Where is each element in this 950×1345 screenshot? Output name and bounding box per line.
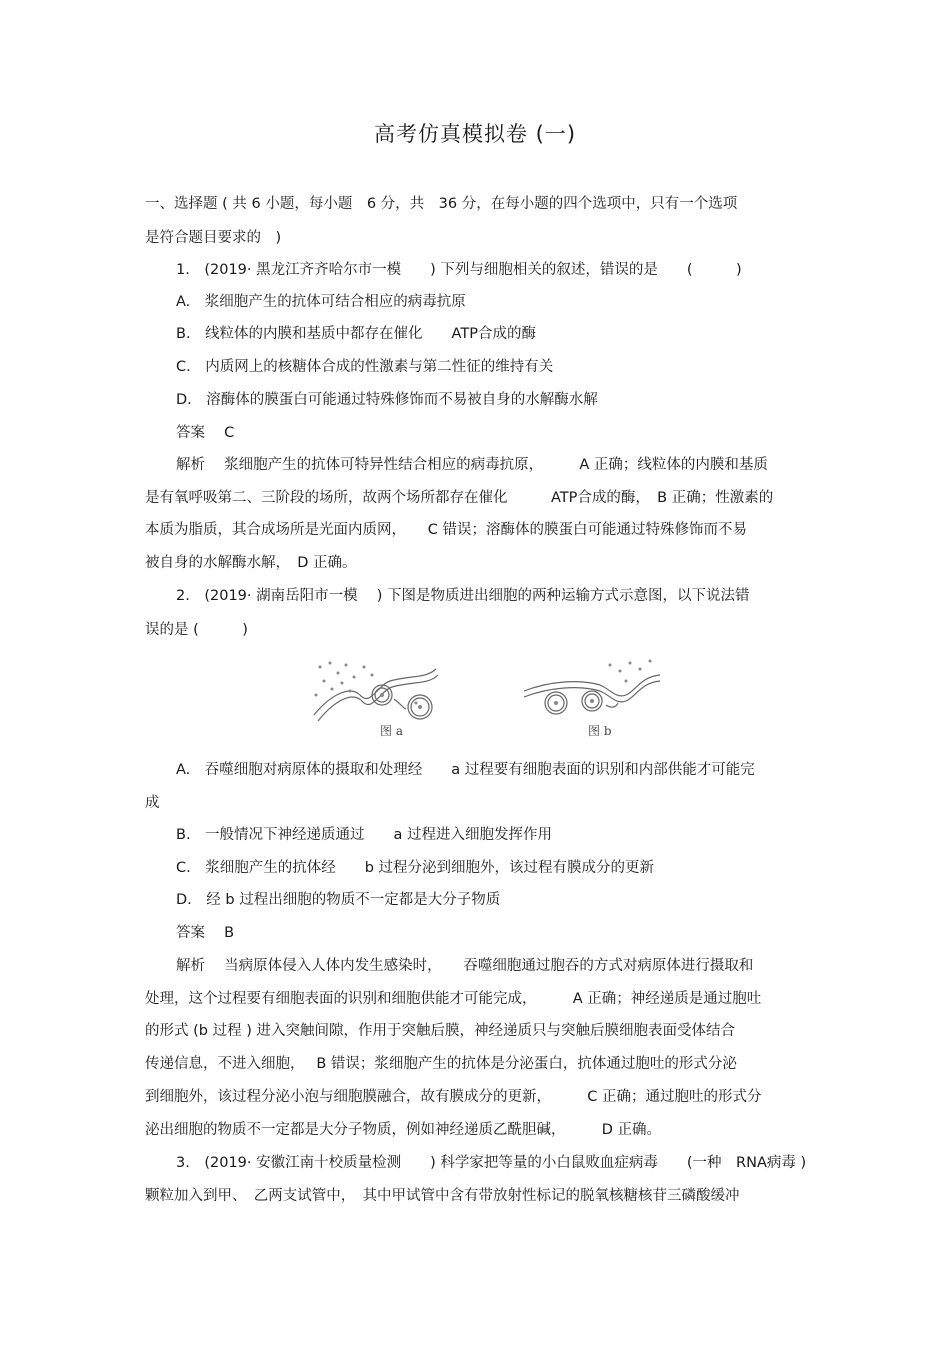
figure-a-particles	[315, 662, 423, 710]
question-2-analysis-line-6: 泌出细胞的物质不一定都是大分子物质，例如神经递质乙酰胆碱， D 正确。	[145, 1122, 662, 1138]
question-1-option-b: B. 线粒体的内膜和基质中都存在催化 ATP合成的酶	[176, 326, 536, 342]
endocytosis-exocytosis-diagram	[310, 655, 670, 745]
question-1-option-d: D. 溶酶体的膜蛋白可能通过特殊修饰而不易被自身的水解酶水解	[176, 392, 598, 408]
figure-a-endocytosis	[314, 669, 438, 721]
figure-b-caption: 图 b	[588, 724, 612, 738]
figure-a-caption: 图 a	[380, 724, 403, 738]
figure-b-exocytosis	[524, 675, 660, 714]
question-2-option-d: D. 经 b 过程出细胞的物质不一定都是大分子物质	[176, 892, 501, 908]
question-2-option-b: B. 一般情况下神经递质通过 a 过程进入细胞发挥作用	[176, 827, 553, 843]
question-1-analysis-line-1: 解析 浆细胞产生的抗体可特异性结合相应的病毒抗原， A 正确；线粒体的内膜和基质	[176, 457, 768, 473]
question-1-analysis-line-2: 是有氧呼吸第二、三阶段的场所，故两个场所都存在催化 ATP合成的酶， B 正确；性激素的	[145, 490, 774, 506]
question-2-analysis-line-4: 传递信息，不进入细胞， B 错误；浆细胞产生的抗体是分泌蛋白，抗体通过胞吐的形式分泌	[145, 1056, 737, 1072]
question-2-answer: 答案 B	[176, 925, 235, 941]
question-2-stem-line-2: 误的是 ( )	[145, 622, 248, 638]
question-1-analysis-line-4: 被自身的水解酶水解， D 正确。	[145, 555, 357, 571]
question-1-answer: 答案 C	[176, 425, 235, 441]
question-1-stem: 1. (2019· 黑龙江齐齐哈尔市一模 ) 下列与细胞相关的叙述，错误的是 ( )	[176, 262, 742, 278]
question-2-analysis-line-2: 处理，这个过程要有细胞表面的识别和细胞供能才可能完成， A 正确；神经递质是通过胞吐	[145, 991, 762, 1007]
question-3-stem-line-1: 3. (2019· 安徽江南十校质量检测 ) 科学家把等量的小白鼠败血症病毒 (一种 RNA病毒 )	[176, 1155, 807, 1171]
page-title: 高考仿真模拟卷 (一)	[373, 122, 577, 146]
question-2-option-c: C. 浆细胞产生的抗体经 b 过程分泌到细胞外，该过程有膜成分的更新	[176, 860, 655, 876]
question-2-stem-line-1: 2. (2019· 湖南岳阳市一模 ) 下图是物质进出细胞的两种运输方式示意图，以下说法错	[176, 588, 750, 604]
section-heading-line-1: 一、选择题 ( 共 6 小题，每小题 6 分，共 36 分，在每小题的四个选项中，只有一个选项	[145, 196, 738, 212]
question-1-option-a: A. 浆细胞产生的抗体可结合相应的病毒抗原	[176, 294, 466, 310]
question-2-analysis-line-3: 的形式 (b 过程 ) 进入突触间隙，作用于突触后膜，神经递质只与突触后膜细胞表面受体结合	[145, 1023, 735, 1039]
section-heading-line-2: 是符合题目要求的 )	[145, 230, 282, 246]
question-2-option-a-line-2: 成	[145, 795, 160, 811]
question-2-analysis-line-1: 解析 当病原体侵入人体内发生感染时， 吞噬细胞通过胞吞的方式对病原体进行摄取和	[176, 958, 754, 974]
question-3-stem-line-2: 颗粒加入到甲、 乙两支试管中， 其中甲试管中含有带放射性标记的脱氧核糖核苷三磷酸缓冲	[145, 1188, 740, 1204]
question-2-option-a-line-1: A. 吞噬细胞对病原体的摄取和处理经 a 过程要有细胞表面的识别和内部供能才可能完	[176, 762, 755, 778]
question-2-analysis-line-5: 到细胞外，该过程分泌小泡与细胞膜融合，故有膜成分的更新， C 正确；通过胞吐的形式分	[145, 1089, 762, 1105]
question-1-option-c: C. 内质网上的核糖体合成的性激素与第二性征的维持有关	[176, 359, 554, 375]
question-1-analysis-line-3: 本质为脂质，其合成场所是光面内质网， C 错误；溶酶体的膜蛋白可能通过特殊修饰而不易	[145, 522, 747, 538]
transport-diagram-figure	[310, 655, 670, 745]
